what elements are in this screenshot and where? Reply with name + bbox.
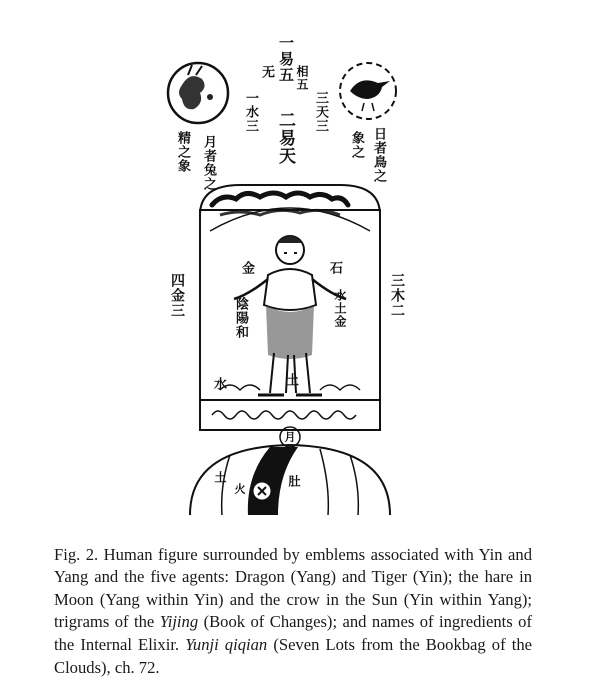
human-figure bbox=[234, 236, 346, 395]
caption-italic-yunji: Yunji qiqian bbox=[185, 634, 268, 654]
sun-sublabel: 象之 bbox=[349, 131, 364, 159]
moon-bottom-glyph: 月 bbox=[283, 431, 296, 443]
moon-label: 月者兔之 bbox=[201, 135, 216, 191]
top-center-glyphs-3: 二易天 bbox=[275, 111, 295, 165]
sun-emblem bbox=[340, 63, 396, 119]
right-side-glyphs: 三木二 bbox=[389, 273, 405, 318]
fire-glyph: 火 bbox=[233, 483, 246, 495]
figure-caption bbox=[54, 544, 532, 680]
caption-text-1: Fig. 2. Human figure surrounded by emblems associated with Yin and Yang and the five agents: Dragon (Yang) and Tiger (Yin); the hare in Moon (Yang within Yin) and the crow in the Sun (Yin within Yang); trigrams of the bbox=[54, 544, 532, 632]
water-metal-glyphs: 水土金 bbox=[333, 289, 347, 328]
water-glyph: 水 bbox=[211, 377, 226, 391]
water-trigram-label: 一水三 bbox=[243, 91, 258, 133]
caption-italic-yijing: Yijing bbox=[159, 612, 199, 632]
top-center-glyphs-1: 一易五 bbox=[277, 35, 295, 83]
top-center-glyphs-2: 相五 bbox=[295, 65, 309, 91]
human-figure-illustration bbox=[150, 35, 430, 515]
metal-glyph: 金 bbox=[239, 261, 254, 275]
top-center-glyphs-small: 无 bbox=[259, 65, 274, 79]
earth-glyph: 土 bbox=[283, 373, 298, 387]
caption-text-2: (Book of Changes); and names of ingredients of the Internal Elixir. bbox=[54, 612, 532, 654]
earth-bottom-glyph: 土 bbox=[213, 471, 227, 484]
heaven-trigram-label: 三天三 bbox=[313, 91, 328, 133]
moon-emblem bbox=[168, 63, 228, 123]
yin-yang-glyphs: 陰陽和 bbox=[233, 297, 248, 339]
sun-label: 日者鳥之 bbox=[371, 127, 386, 183]
woodblock-figure bbox=[150, 35, 430, 515]
center-bottom-glyph: 肚 bbox=[287, 475, 301, 488]
left-side-glyphs: 四金三 bbox=[169, 273, 185, 318]
moon-sublabel: 精之象 bbox=[175, 131, 190, 173]
caption-text-3: (Seven Lots from the Bookbag of the Clouds), ch. 72. bbox=[54, 634, 532, 677]
stone-glyph: 石 bbox=[327, 261, 342, 275]
